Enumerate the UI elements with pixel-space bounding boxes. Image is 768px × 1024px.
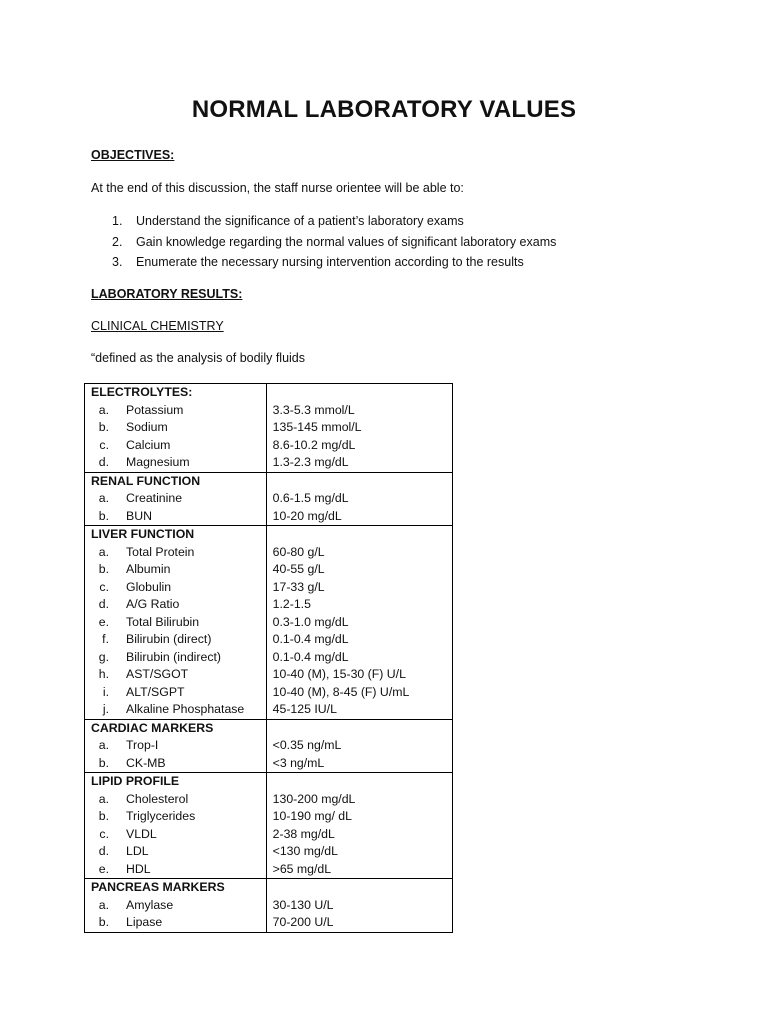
normal-value-cell [266, 719, 452, 773]
item-letter: f. [102, 632, 109, 646]
value-spacer [267, 384, 452, 402]
table-row [85, 773, 453, 879]
table-row [85, 879, 453, 933]
item-label: Potassium [126, 402, 184, 417]
table-row [85, 719, 453, 773]
test-item [85, 684, 266, 702]
test-item [85, 579, 266, 597]
objective-text: Enumerate the necessary nursing intervention according to the results [136, 255, 524, 269]
item-letter: b. [98, 562, 109, 576]
table-row [85, 384, 453, 473]
value-spacer [267, 879, 452, 897]
item-value: 45-125 IU/L [272, 702, 337, 716]
test-item [85, 666, 266, 684]
item-value: 135-145 mmol/L [272, 420, 362, 434]
item-value: 0.1-0.4 mg/dL [272, 649, 349, 664]
item-value: 10-190 mg/ dL [272, 809, 352, 823]
item-letter: b. [98, 420, 109, 434]
test-item [85, 914, 266, 932]
item-letter: e. [98, 861, 109, 876]
item-letter: j. [102, 702, 109, 716]
item-letter: c. [99, 579, 109, 594]
item-value: 8.6-10.2 mg/dL [272, 437, 356, 452]
test-item [85, 596, 266, 614]
item-letter: b. [98, 508, 109, 523]
item-letter: a. [98, 738, 109, 752]
test-item [85, 791, 266, 809]
item-value: 17-33 g/L [272, 579, 325, 594]
normal-value-cell [266, 526, 452, 720]
test-item [85, 437, 266, 455]
item-letter: i. [102, 684, 109, 699]
item-label: Magnesium [126, 455, 190, 469]
test-item [85, 614, 266, 632]
item-label: BUN [126, 508, 152, 523]
objective-item [112, 252, 556, 273]
group-heading: RENAL FUNCTION [91, 473, 201, 488]
objectives-heading: OBJECTIVES: [91, 148, 175, 162]
item-label: Sodium [126, 420, 168, 434]
item-value: 40-55 g/L [272, 562, 325, 576]
item-label: Trop-I [126, 738, 159, 752]
objective-item [112, 211, 556, 232]
item-value: 2-38 mg/dL [272, 826, 335, 841]
objective-text: Understand the significance of a patient’s laboratory exams [136, 214, 464, 228]
item-value: 70-200 U/L [272, 915, 334, 929]
intro-paragraph: At the end of this discussion, the staff nurse orientee will be able to: [91, 181, 464, 195]
test-item [85, 631, 266, 649]
item-label: Calcium [126, 437, 171, 452]
lab-results-heading: LABORATORY RESULTS: [91, 287, 243, 301]
item-value: 60-80 g/L [272, 544, 325, 559]
objective-number: 3. [112, 255, 123, 269]
group-heading: CARDIAC MARKERS [91, 720, 214, 735]
item-letter: b. [98, 915, 109, 929]
test-item [85, 701, 266, 719]
item-label: CK-MB [126, 755, 166, 770]
item-letter: a. [98, 402, 109, 417]
group-heading: PANCREAS MARKERS [91, 880, 225, 894]
item-letter: b. [98, 755, 109, 770]
test-item [85, 737, 266, 755]
item-value: 3.3-5.3 mmol/L [272, 402, 355, 417]
item-letter: c. [99, 826, 109, 841]
group-heading: LIPID PROFILE [91, 774, 180, 788]
table-row [85, 526, 453, 720]
group-heading: LIVER FUNCTION [91, 527, 195, 541]
normal-value-cell [266, 879, 452, 933]
item-label: Bilirubin (direct) [126, 632, 212, 646]
item-value: 130-200 mg/dL [272, 791, 356, 806]
item-value: 10-40 (M), 15-30 (F) U/L [272, 667, 406, 681]
item-label: Alkaline Phosphatase [126, 702, 245, 716]
item-value: >65 mg/dL [272, 861, 332, 876]
item-value: <3 ng/mL [272, 755, 325, 770]
test-item [85, 508, 266, 526]
item-label: Total Bilirubin [126, 614, 200, 629]
test-item [85, 649, 266, 667]
item-label: Globulin [126, 579, 172, 594]
test-item [85, 843, 266, 861]
objective-number: 2. [112, 234, 123, 249]
item-letter: b. [98, 809, 109, 823]
item-value: 0.3-1.0 mg/dL [272, 614, 349, 629]
normal-value-cell [266, 773, 452, 879]
item-value: 10-20 mg/dL [272, 508, 342, 523]
item-value: 0.1-0.4 mg/dL [272, 632, 349, 646]
objective-text: Gain knowledge regarding the normal values of significant laboratory exams [136, 234, 557, 249]
test-name-cell [85, 384, 267, 473]
lab-values-table [84, 383, 453, 933]
value-spacer [267, 526, 452, 544]
group-heading: ELECTROLYTES: [91, 385, 193, 399]
item-label: Total Protein [126, 544, 195, 559]
item-label: Creatinine [126, 491, 183, 505]
item-letter: d. [98, 597, 109, 611]
value-spacer [267, 773, 452, 791]
item-value: 10-40 (M), 8-45 (F) U/mL [272, 684, 410, 699]
normal-value-cell [266, 472, 452, 526]
item-label: AST/SGOT [126, 667, 189, 681]
test-item [85, 490, 266, 508]
item-value: 1.2-1.5 [272, 597, 311, 611]
item-label: Triglycerides [126, 809, 196, 823]
item-value: <130 mg/dL [272, 844, 338, 858]
test-name-cell [85, 526, 267, 720]
test-item [85, 454, 266, 472]
definition-text: “defined as the analysis of bodily fluids [91, 351, 306, 365]
test-item [85, 561, 266, 579]
item-label: ALT/SGPT [126, 684, 185, 699]
objective-number: 1. [112, 214, 123, 228]
normal-value-cell [266, 384, 452, 473]
test-item [85, 861, 266, 879]
item-letter: g. [98, 649, 109, 664]
test-item [85, 826, 266, 844]
test-item [85, 544, 266, 562]
clinical-chemistry-heading: CLINICAL CHEMISTRY [91, 319, 224, 333]
objective-item [112, 232, 556, 253]
item-letter: a. [98, 791, 109, 806]
item-label: Albumin [126, 562, 171, 576]
item-label: HDL [126, 861, 151, 876]
test-item [85, 897, 266, 915]
value-spacer [267, 473, 452, 491]
item-letter: a. [98, 544, 109, 559]
item-letter: a. [98, 897, 109, 912]
item-label: Cholesterol [126, 791, 189, 806]
item-label: LDL [126, 844, 149, 858]
test-name-cell [85, 773, 267, 879]
test-item [85, 755, 266, 773]
test-name-cell [85, 472, 267, 526]
item-letter: e. [98, 614, 109, 629]
test-item [85, 402, 266, 420]
item-value: 0.6-1.5 mg/dL [272, 491, 349, 505]
objectives-list [112, 211, 556, 273]
page-title: NORMAL LABORATORY VALUES [191, 96, 577, 123]
item-value: 30-130 U/L [272, 897, 334, 912]
item-value: 1.3-2.3 mg/dL [272, 455, 349, 469]
item-label: Amylase [126, 897, 174, 912]
item-letter: c. [99, 437, 109, 452]
value-spacer [267, 720, 452, 738]
item-letter: d. [98, 455, 109, 469]
test-item [85, 419, 266, 437]
item-label: Bilirubin (indirect) [126, 649, 221, 664]
item-label: Lipase [126, 915, 163, 929]
item-letter: h. [98, 667, 109, 681]
item-label: VLDL [126, 826, 157, 841]
item-letter: d. [98, 844, 109, 858]
test-name-cell [85, 719, 267, 773]
table-row [85, 472, 453, 526]
test-item [85, 808, 266, 826]
test-name-cell [85, 879, 267, 933]
item-label: A/G Ratio [126, 597, 180, 611]
item-value: <0.35 ng/mL [272, 738, 342, 752]
item-letter: a. [98, 491, 109, 505]
